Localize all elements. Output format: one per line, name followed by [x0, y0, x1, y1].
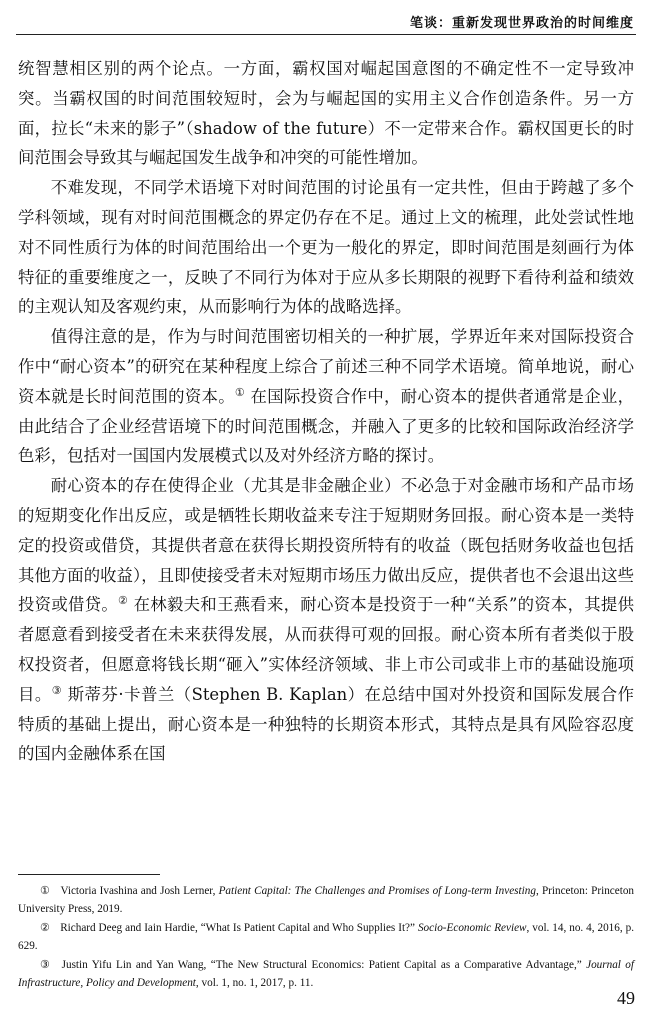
footnote-3 [18, 956, 634, 993]
footnote-number: ① [40, 885, 51, 897]
footnote-authors: Victoria Ivashina and Josh Lerner, [60, 885, 216, 897]
footnote-ref-2[interactable]: ② [118, 594, 129, 608]
paragraph-text: 值得注意的是，作为与时间范围密切相关的一种扩展，学界近年来对国际投资合作中“耐心资本”的研究在某种程度上综合了前述三种不同学术语境。简单地说，耐心资本就是长时间范围的资本。 [18, 327, 634, 406]
paragraph-text: 斯蒂芬·卡普兰（Stephen B. Kaplan）在总结中国对外投资和国际发展合作特质的基础上提出，耐心资本是一种独特的长期资本形式，其特点是具有风险容忍度的国内金融体系在国 [18, 684, 634, 764]
footnote-1 [18, 882, 634, 919]
paragraph-text: 在林毅夫和王燕看来，耐心资本是投资于一种“关系”的资本，其提供者愿意看到接受者在未来获得发展，从而获得可观的回报。耐心资本所有者类似于股权投资者，但愿意将钱长期“砸入”实体经济领域、非上市公司或非上市的基础设施项目。 [18, 595, 634, 704]
footnote-title: Socio-Economic Review [417, 921, 527, 934]
footnotes [18, 882, 634, 992]
paragraph-continued: 统智慧相区别的两个论点。一方面，霸权国对崛起国意图的不确定性不一定导致冲突。当霸权国的时间范围较短时，会为与崛起国的实用主义合作创造条件。另一方面，拉长“未来的影子”（shadow of the future）不一定带来合作。霸权国更长的时间范围会导致其与崛起国发生战争和冲突的可能性增加。 [18, 59, 634, 168]
footnote-ref-3[interactable]: ③ [51, 683, 63, 697]
footnote-rest: , vol. 1, no. 1, 2017, p. 11. [195, 977, 314, 990]
footnote-authors: Richard Deeg and Iain Hardie, “What Is Patient Capital and Who Supplies It?” [60, 921, 415, 934]
footnote-title: Journal of Infrastructure, Policy and Development [18, 958, 635, 990]
footnote-authors: Justin Yifu Lin and Yan Wang, “The New Structural Economics: Patient Capital as a Comparative Advantage,” [61, 958, 582, 971]
footnote-title: Patient Capital: The Challenges and Promises of Long-term Investing [218, 885, 536, 897]
page-number: 49 [617, 988, 635, 1008]
body-text [18, 54, 634, 769]
running-header [16, 8, 636, 35]
paragraph-text: 耐心资本的存在使得企业（尤其是非金融企业）不必急于对金融市场和产品市场的短期变化作出反应，或是牺牲长期收益来专注于短期财务回报。耐心资本是一类特定的投资或借贷，其提供者意在获得长期投资所特有的收益（既包括财务收益也包括其他方面的收益），且即使接受者未对短期市场压力做出反应，提供者也不会退出这些投资或借贷。 [18, 476, 634, 615]
paragraph-text: 在国际投资合作中，耐心资本的提供者通常是企业，由此结合了企业经营语境下的时间范围概念，并融入了更多的比较和国际政治经济学色彩，包括对一国国内发展模式以及对外经济方略的探讨。 [18, 386, 634, 466]
footnote-number: ③ [40, 958, 52, 971]
running-header-title: 笔谈：重新发现世界政治的时间维度 [409, 16, 634, 31]
footnote-number: ② [40, 921, 51, 934]
footnote-rest: , vol. 14, no. 4, 2016, p. 629. [18, 921, 635, 953]
footnote-rest: , Princeton: Princeton University Press, 2019. [18, 885, 635, 916]
paragraph-patient-capital-intro [18, 322, 634, 471]
footnote-ref-1[interactable]: ① [234, 385, 246, 399]
footnote-2 [18, 919, 634, 956]
paragraph-patient-capital-definition [18, 471, 634, 769]
footnote-divider [18, 874, 160, 875]
paragraph-time-horizon-definition: 不难发现，不同学术语境下对时间范围的讨论虽有一定共性，但由于跨越了多个学科领域，现有对时间范围概念的界定仍存在不足。通过上文的梳理，此处尝试性地对不同性质行为体的时间范围给出一个更为一般化的界定，即时间范围是刻画行为体特征的重要维度之一，反映了不同行为体对于应从多长期限的视野下看待利益和绩效的主观认知及客观约束，从而影响行为体的战略选择。 [18, 178, 634, 317]
